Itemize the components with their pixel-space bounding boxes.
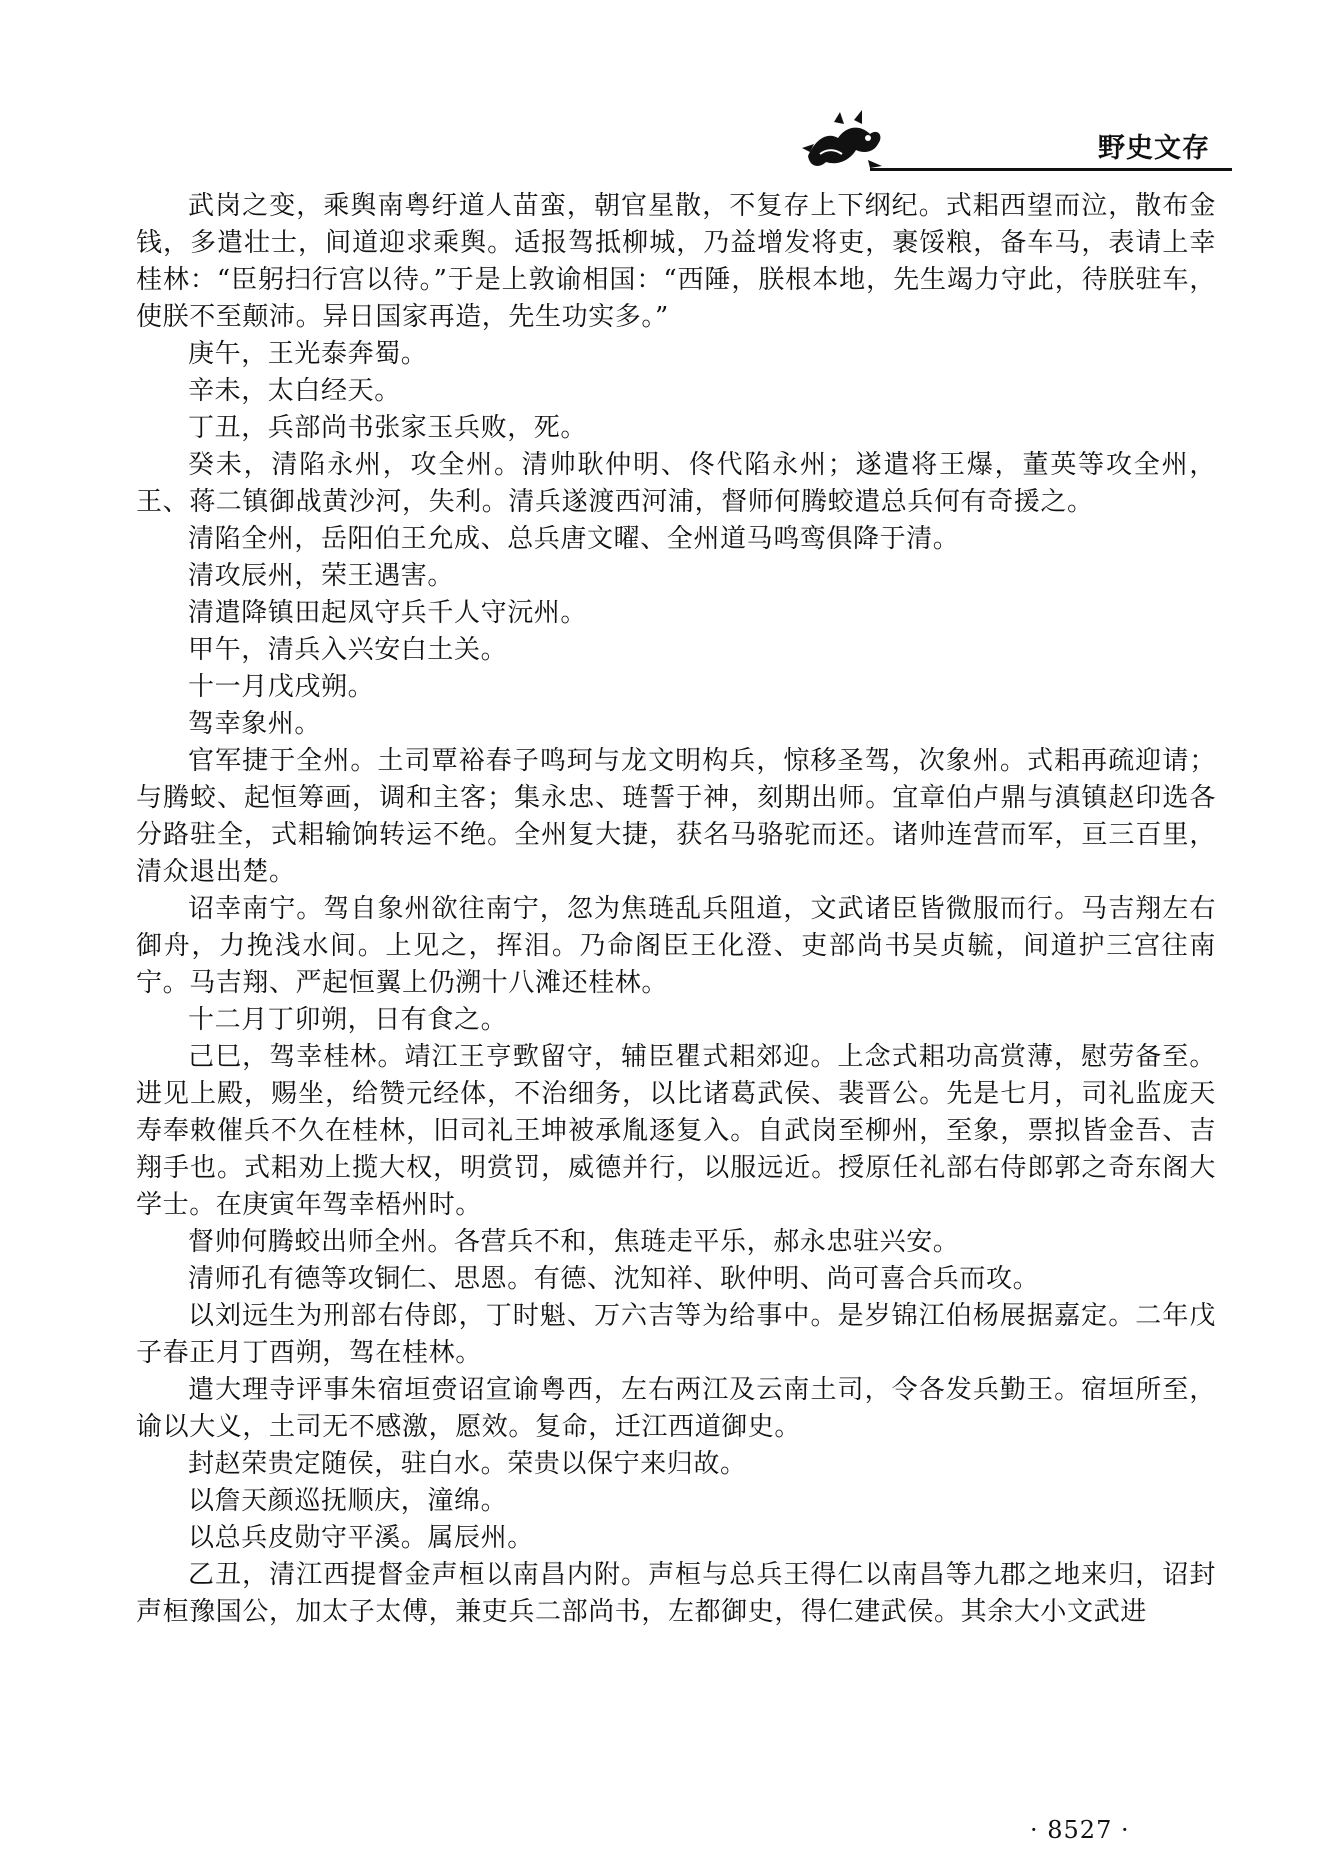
paragraph: 庚午，王光泰奔蜀。 [188,339,428,369]
paragraph: 癸未，清陷永州，攻全州。清帅耿仲明、佟代陷永州；遂遣将王爆，董英等攻全州，王、蒋二镇御战黄沙河，失利。清兵遂渡西河浦，督师何腾蛟遣总兵何有奇援之。 [136,450,1216,517]
paragraph: 督帅何腾蛟出师全州。各营兵不和，焦琏走平乐，郝永忠驻兴安。 [188,1227,960,1257]
page-number: · 8527 · [1030,1816,1130,1844]
dragon-logo-icon [798,108,886,174]
paragraph: 清师孔有德等攻铜仁、思恩。有德、沈知祥、耿仲明、尚可喜合兵而攻。 [188,1264,1040,1294]
paragraph: 以刘远生为刑部右侍郎，丁时魁、万六吉等为给事中。是岁锦江伯杨展据嘉定。二年戊子春正月丁酉朔，驾在桂林。 [136,1301,1216,1368]
paragraph: 己巳，驾幸桂林。靖江王亨歅留守，辅臣瞿式耜郊迎。上念式耜功高赏薄，慰劳备至。进见上殿，赐坐，给赞元经体，不治细务，以比诸葛武侯、裴晋公。先是七月，司礼监庞天寿奉敕催兵不久在桂林，旧司礼王坤被承胤逐复入。自武岗至柳州，至象，票拟皆金吾、吉翔手也。式耜劝上揽大权，明赏罚，威德并行，以服远近。授原任礼部右侍郎郭之奇东阁大学士。在庚寅年驾幸梧州时。 [136,1042,1216,1220]
header-rule [870,168,1232,171]
paragraph: 封赵荣贵定随侯，驻白水。荣贵以保宁来归故。 [188,1449,747,1479]
paragraph: 清遣降镇田起凤守兵千人守沅州。 [188,598,588,628]
paragraph: 诏幸南宁。驾自象州欲往南宁，忽为焦琏乱兵阻道，文武诸臣皆微服而行。马吉翔左右御舟，力挽浅水间。上见之，挥泪。乃命阁臣王化澄、吏部尚书吴贞毓，间道护三宫往南宁。马吉翔、严起恒翼上仍溯十八滩还桂林。 [136,894,1216,998]
paragraph: 以总兵皮勋守平溪。属辰州。 [188,1523,534,1553]
paragraph: 驾幸象州。 [188,709,322,739]
paragraph: 十一月戊戌朔。 [188,672,375,702]
paragraph: 乙丑，清江西提督金声桓以南昌内附。声桓与总兵王得仁以南昌等九郡之地来归，诏封声桓豫国公，加太子太傅，兼吏兵二部尚书，左都御史，得仁建武侯。其余大小文武进 [136,1560,1216,1627]
running-header-title: 野史文存 [1098,133,1210,164]
page-header [0,0,1322,170]
body-text [136,188,1216,1631]
paragraph: 十二月丁卯朔，日有食之。 [188,1005,508,1035]
paragraph: 清攻辰州，荣王遇害。 [188,561,455,591]
paragraph: 遣大理寺评事朱宿垣赍诏宣谕粤西，左右两江及云南土司，令各发兵勤王。宿垣所至，谕以大义，土司无不感激，愿效。复命，迁江西道御史。 [136,1375,1216,1442]
paragraph: 清陷全州，岳阳伯王允成、总兵唐文曜、全州道马鸣鸾俱降于清。 [188,524,960,554]
paragraph: 官军捷于全州。土司覃裕春子鸣珂与龙文明构兵，惊移圣驾，次象州。式耜再疏迎请；与腾蛟、起恒筹画，调和主客；集永忠、琏誓于神，刻期出师。宜章伯卢鼎与滇镇赵印选各分路驻全，式耜输饷转运不绝。全州复大捷，获名马骆驼而还。诸帅连营而军，亘三百里，清众退出楚。 [136,746,1216,887]
paragraph: 辛未，太白经天。 [188,376,401,406]
paragraph: 武岗之变，乘舆南粤纡道人苗蛮，朝官星散，不复存上下纲纪。式耜西望而泣，散布金钱，多遣壮士，间道迎求乘舆。适报驾抵柳城，乃益增发将吏，裹馁粮，备车马，表请上幸桂林：“臣躬扫行宫以待。”于是上敦谕相国：“西陲，朕根本地，先生竭力守此，待朕驻车，使朕不至颠沛。异日国家再造，先生功实多。” [136,191,1216,332]
paragraph: 以詹天颜巡抚顺庆，潼绵。 [188,1486,508,1516]
paragraph: 丁丑，兵部尚书张家玉兵败，死。 [188,413,588,443]
paragraph: 甲午，清兵入兴安白土关。 [188,635,508,665]
